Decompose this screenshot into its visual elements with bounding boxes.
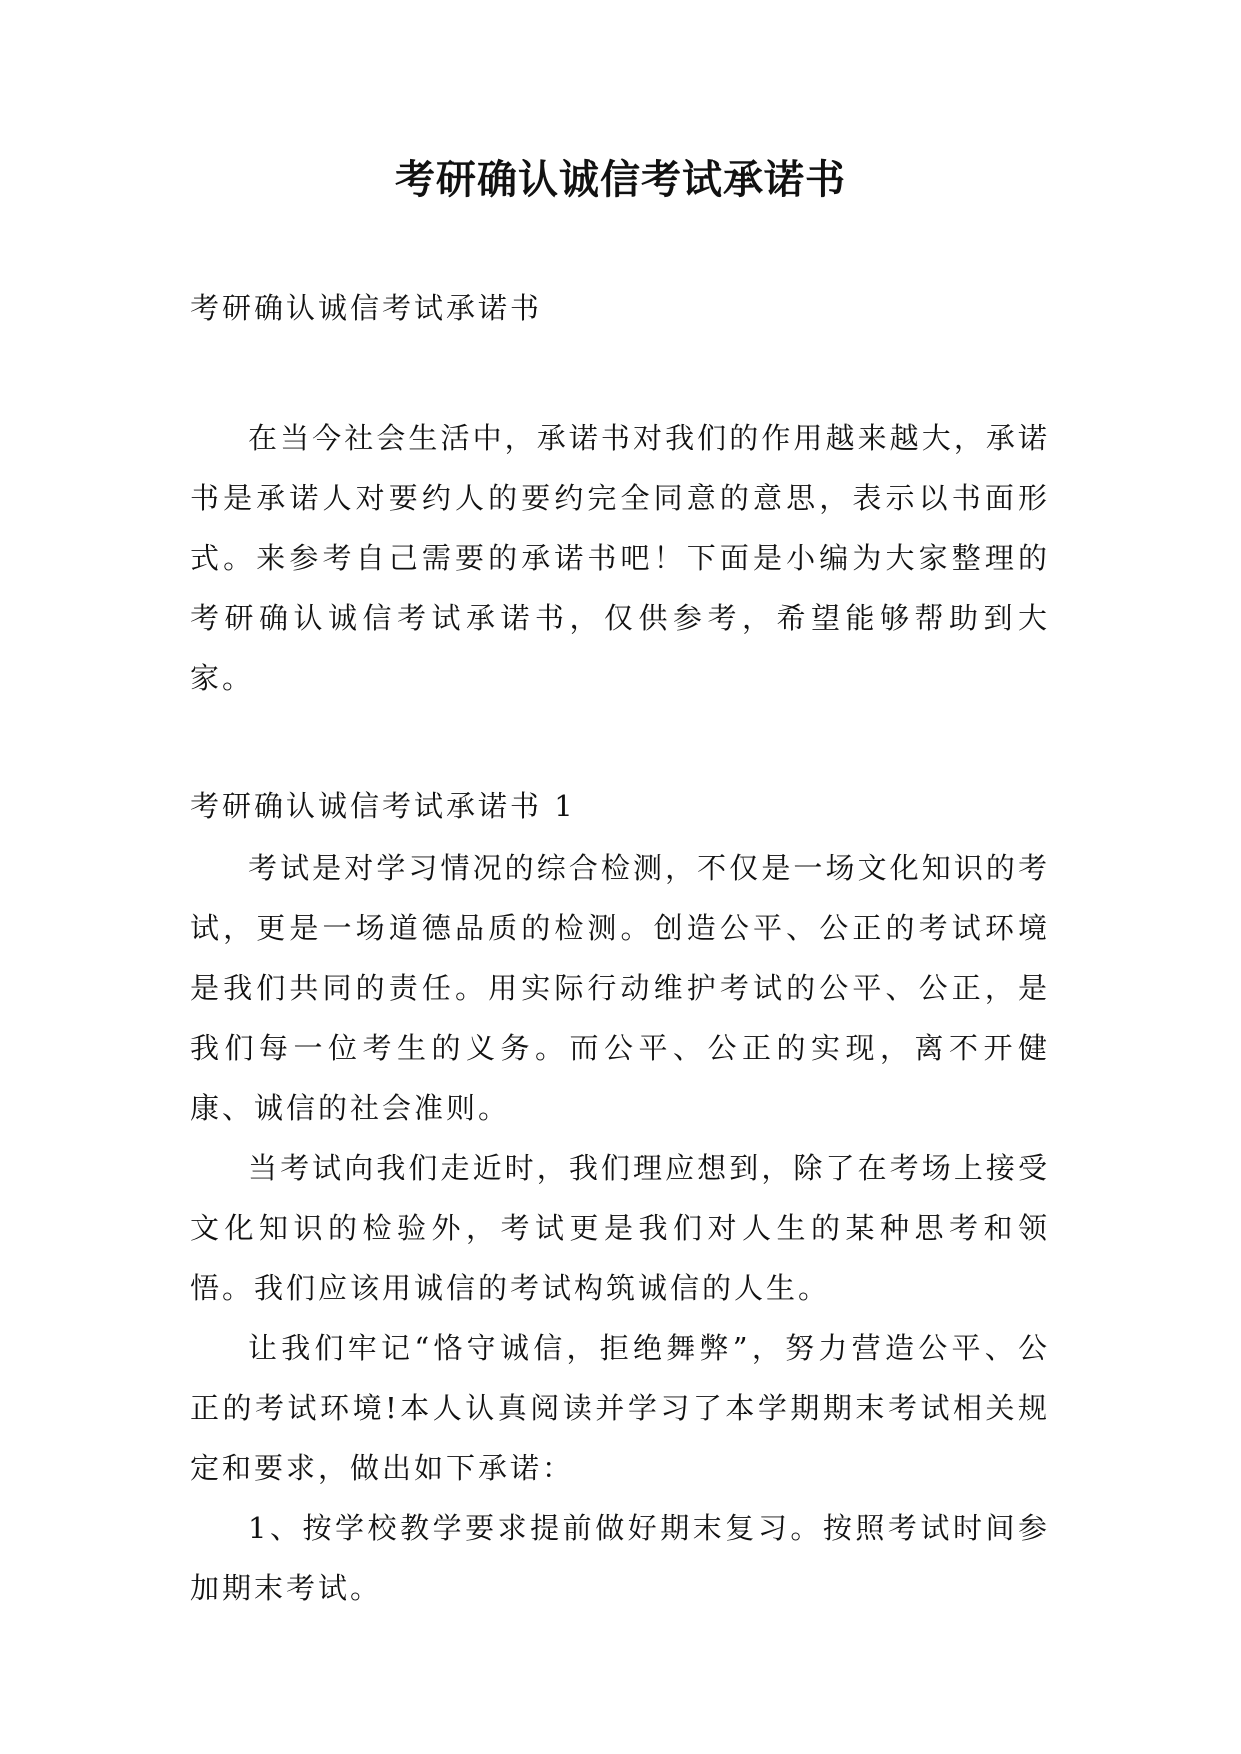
body-paragraph: 1、按学校教学要求提前做好期末复习。按照考试时间参加期末考试。 [190, 1511, 1050, 1605]
body-paragraph: 让我们牢记“恪守诚信，拒绝舞弊”，努力营造公平、公正的考试环境!本人认真阅读并学习了本学期期末考试相关规定和要求，做出如下承诺： [190, 1331, 1050, 1485]
document-subtitle: 考研确认诚信考试承诺书 [190, 291, 543, 325]
body-paragraph: 考试是对学习情况的综合检测，不仅是一场文化知识的考试，更是一场道德品质的检测。创造公平、公正的考试环境是我们共同的责任。用实际行动维护考试的公平、公正，是我们每一位考生的义务。而公平、公正的实现，离不开健康、诚信的社会准则。 [190, 851, 1050, 1125]
body-paragraph: 当考试向我们走近时，我们理应想到，除了在考场上接受文化知识的检验外，考试更是我们对人生的某种思考和领悟。我们应该用诚信的考试构筑诚信的人生。 [190, 1151, 1050, 1305]
document-title: 考研确认诚信考试承诺书 [395, 157, 846, 203]
intro-paragraph: 在当今社会生活中，承诺书对我们的作用越来越大，承诺书是承诺人对要约人的要约完全同意的意思，表示以书面形式。来参考自己需要的承诺书吧！下面是小编为大家整理的考研确认诚信考试承诺书，仅供参考，希望能够帮助到大家。 [190, 421, 1050, 695]
document-body [190, 288, 1050, 1618]
section-heading: 考研确认诚信考试承诺书 1 [190, 789, 576, 823]
